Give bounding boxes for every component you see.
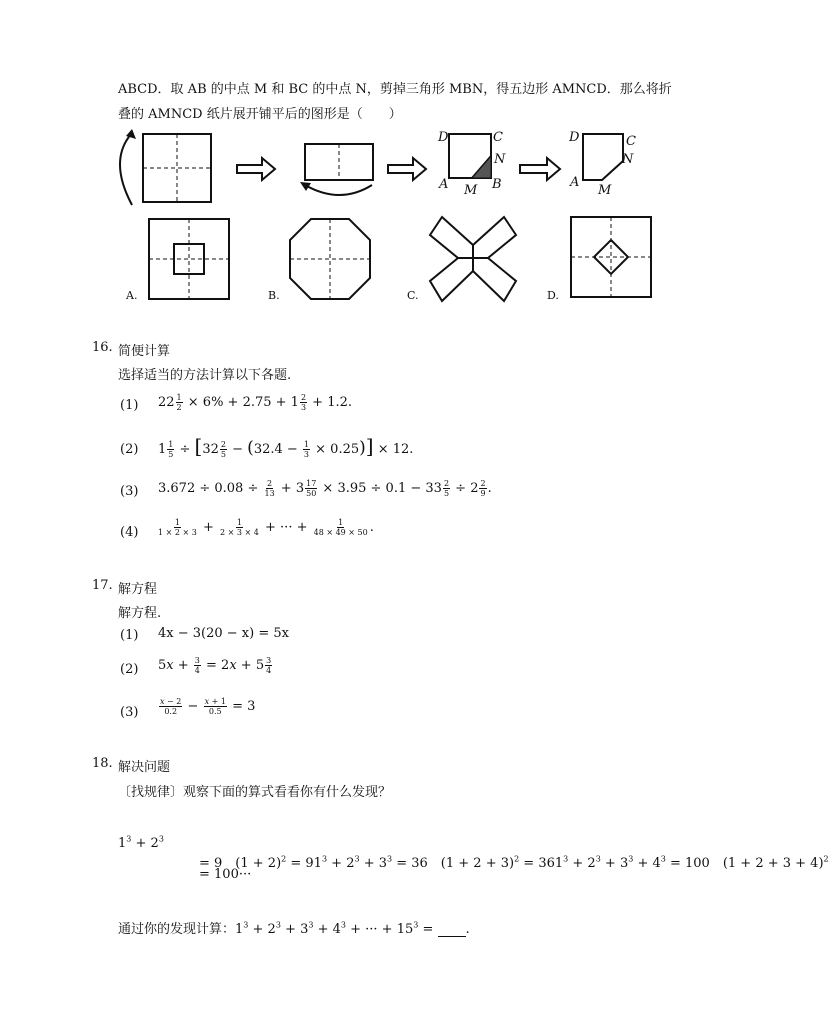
label-c-2: C: [626, 134, 636, 149]
q17-item-1-expr: 4x − 3(20 − x) = 5x: [158, 626, 289, 641]
q17-item-2-label: (2): [120, 662, 139, 677]
option-d-label[interactable]: D.: [547, 289, 559, 302]
label-d: D: [438, 130, 449, 145]
answer-blank[interactable]: [438, 924, 466, 937]
q18-pattern-line-1: = 9 $(1 + 2)^2 = 91^3 + 2^3 + 3^3 = 36$ $(1 + 2 + 3)^2 = 361^3 + 2^3 + 3^3 + 4^3 = 100$ $(1 + 2 + 3 + 4)^2$: [199, 854, 829, 871]
option-c-label[interactable]: C.: [407, 289, 419, 302]
option-c-figure: [428, 215, 520, 303]
label-n-2: N: [622, 152, 634, 167]
q18-title: 解决问题: [118, 760, 171, 775]
intro-line-2: 叠的 AMNCD 纸片展开铺平后的图形是（ ）: [118, 107, 402, 122]
fold-process-diagram: [110, 125, 690, 215]
q16-item-3-expr: 3.672 ÷ 0.08 ÷ $\frac{2}{13}$ + 3 $\frac{17}{50}$ × 3.95 ÷ 0.1 − 33 $\frac{2}{5}$ ÷ 2 $\frac{2}{9}$ .: [158, 479, 492, 498]
option-d-figure: [570, 216, 652, 298]
q16-item-4-label: (4): [120, 525, 139, 540]
option-a-figure: [148, 218, 230, 300]
q17-item-3-label: (3): [120, 705, 139, 720]
q18-number: 18.: [92, 756, 113, 771]
q16-title: 简便计算: [118, 344, 171, 359]
label-n: N: [494, 152, 506, 167]
q16-number: 16.: [92, 340, 113, 355]
label-m: M: [464, 183, 478, 198]
q16-item-2-expr: 1 $\frac{1}{5}$ ÷ [32 $\frac{2}{5}$ − (32.4 − $\frac{1}{3}$ × 0.25)] × 12.: [158, 434, 414, 459]
q17-title: 解方程: [118, 582, 158, 597]
q18-pattern-line-2: = 100···: [199, 867, 252, 882]
q18-instruction: 〔找规律〕观察下面的算式看看你有什么发现？: [118, 785, 392, 800]
q16-instruction: 选择适当的方法计算以下各题.: [118, 368, 292, 383]
label-a-2: A: [570, 175, 580, 190]
option-b-label[interactable]: B.: [268, 289, 280, 302]
q16-item-3-label: (3): [120, 484, 139, 499]
label-m-2: M: [598, 183, 612, 198]
q16-item-2-label: (2): [120, 442, 139, 457]
q18-bottom-prefix: 通过你的发现计算：: [118, 922, 236, 937]
label-d-2: D: [569, 130, 580, 145]
q18-bottom-question: 通过你的发现计算：$1^3 + 2^3 + 3^3 + 4^3$ + ··· + $15^3$ = .: [118, 920, 470, 937]
q17-item-1-label: (1): [120, 628, 139, 643]
label-b: B: [492, 177, 502, 192]
q16-item-1-label: (1): [120, 398, 139, 413]
option-a-label[interactable]: A.: [126, 289, 138, 302]
q16-item-4-expr: $\frac{1}{1 \times 2 \times 3}$ + $\frac{1}{2 \times 3 \times 4}$ + ··· + $\frac{1}{48 \times 49 \times 50}$ .: [158, 518, 374, 537]
intro-line-1: ABCD．取 AB 的中点 M 和 BC 的中点 N，剪掉三角形 MBN，得五边形 AMNCD．那么将折: [118, 82, 672, 97]
q17-number: 17.: [92, 578, 113, 593]
q17-instruction: 解方程.: [118, 606, 162, 621]
q16-item-1-expr: 22 $\frac{1}{2}$ × 6% + 2.75 + 1 $\frac{2}{3}$ + 1.2.: [158, 393, 353, 412]
q17-item-3-expr: $\frac{x - 2}{0.2}$ − $\frac{x + 1}{0.5}$ = 3: [160, 697, 256, 716]
label-c: C: [493, 130, 503, 145]
q18-pattern-start: $1^3 + 2^3$: [118, 834, 164, 851]
q17-item-2-expr: 5x + $\frac{3}{4}$ = 2x + 5 $\frac{3}{4}$: [158, 656, 272, 675]
option-b-figure: [289, 218, 371, 300]
label-a: A: [439, 177, 449, 192]
